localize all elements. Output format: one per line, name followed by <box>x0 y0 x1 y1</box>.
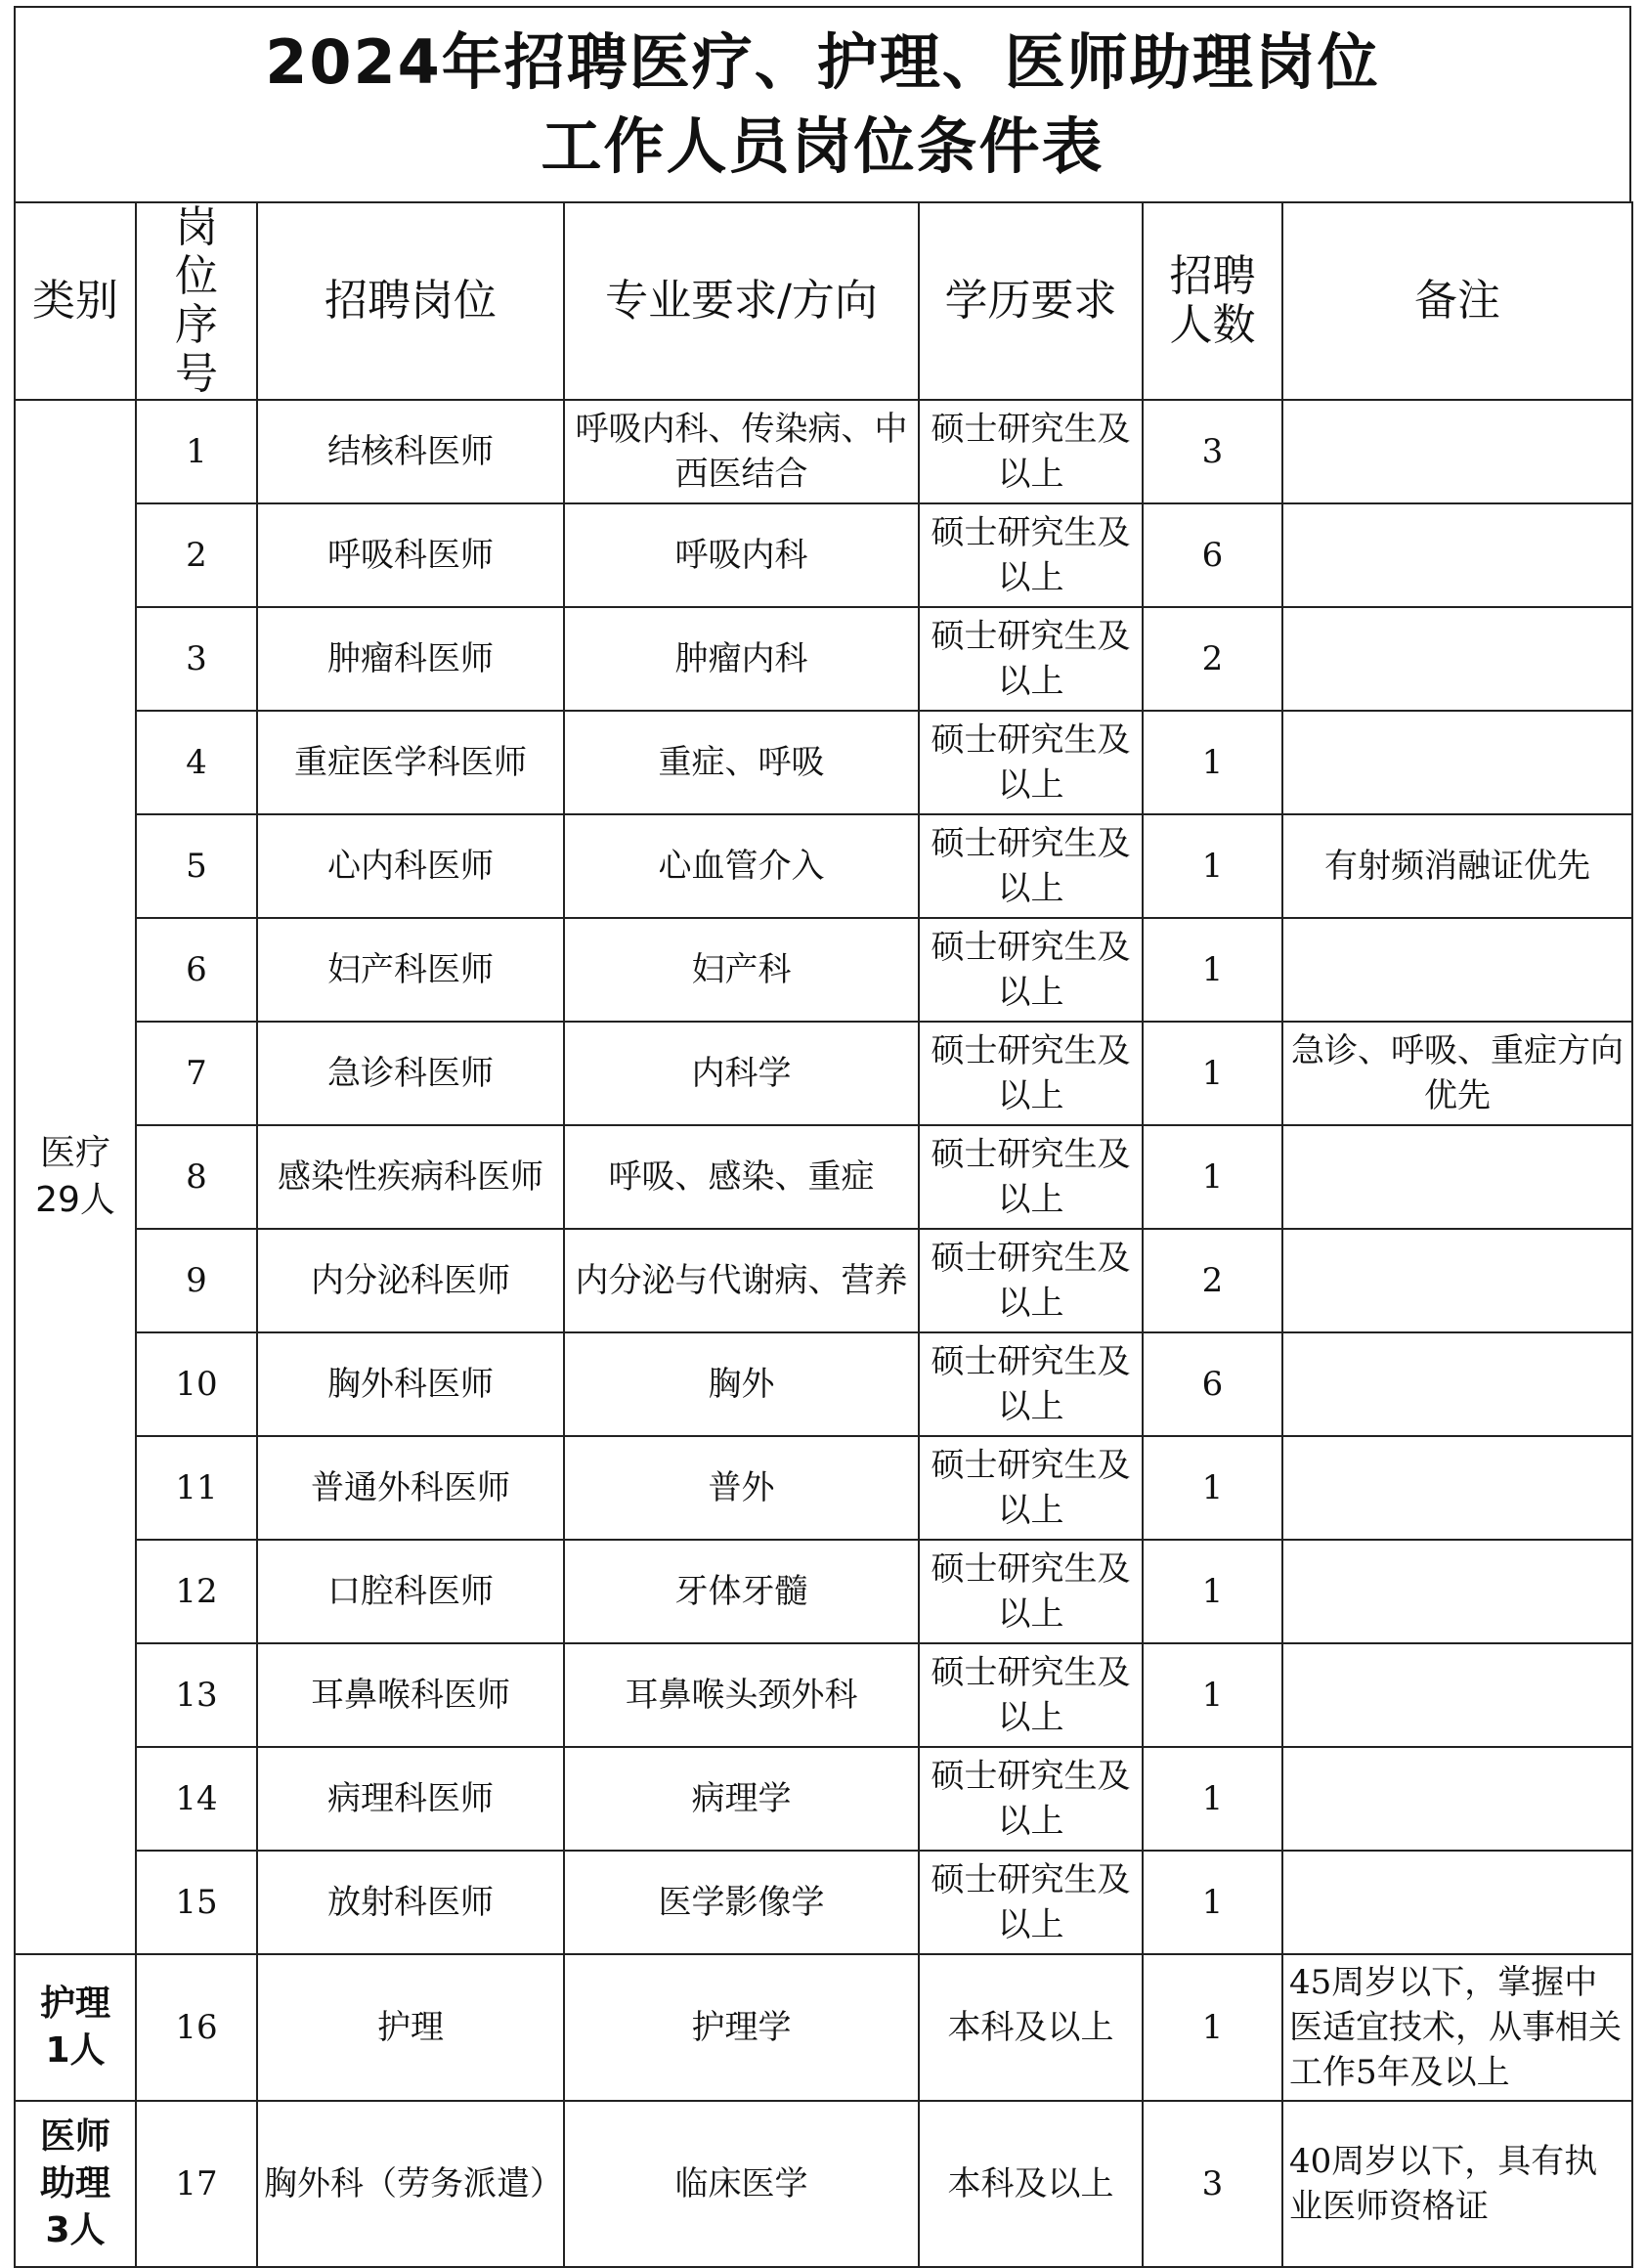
cell-count: 1 <box>1143 1954 1282 2101</box>
cell-seq: 4 <box>136 711 257 814</box>
table-row <box>15 1851 1632 1954</box>
cell-education: 硕士研究生及以上 <box>919 1643 1143 1747</box>
table-row <box>15 2101 1632 2267</box>
cell-education: 硕士研究生及以上 <box>919 1540 1143 1643</box>
header-count: 招聘人数 <box>1143 202 1282 400</box>
cell-remark <box>1282 1643 1632 1747</box>
cell-major: 妇产科 <box>564 918 919 1022</box>
cell-post: 肿瘤科医师 <box>257 607 564 711</box>
table-row <box>15 503 1632 607</box>
cell-education: 硕士研究生及以上 <box>919 1332 1143 1436</box>
cell-education: 硕士研究生及以上 <box>919 1436 1143 1540</box>
cell-major: 牙体牙髓 <box>564 1540 919 1643</box>
cell-education: 硕士研究生及以上 <box>919 607 1143 711</box>
table-row <box>15 1540 1632 1643</box>
cell-post: 急诊科医师 <box>257 1022 564 1125</box>
title-block <box>14 6 1631 201</box>
cell-major: 医学影像学 <box>564 1851 919 1954</box>
cell-major: 病理学 <box>564 1747 919 1851</box>
cell-education: 硕士研究生及以上 <box>919 1125 1143 1229</box>
table-row <box>15 1643 1632 1747</box>
category-cell-assistant: 医师助理3人 <box>15 2101 136 2267</box>
cell-remark <box>1282 1540 1632 1643</box>
cell-post: 重症医学科医师 <box>257 711 564 814</box>
positions-table <box>14 201 1633 2268</box>
cell-count: 3 <box>1143 400 1282 503</box>
category-cell-nursing: 护理1人 <box>15 1954 136 2101</box>
cell-remark: 40周岁以下，具有执业医师资格证 <box>1282 2101 1632 2267</box>
cell-seq: 9 <box>136 1229 257 1332</box>
cell-count: 1 <box>1143 1436 1282 1540</box>
cell-major: 肿瘤内科 <box>564 607 919 711</box>
cell-major: 心血管介入 <box>564 814 919 918</box>
cell-count: 1 <box>1143 918 1282 1022</box>
cell-seq: 8 <box>136 1125 257 1229</box>
cell-remark <box>1282 1436 1632 1540</box>
header-category: 类别 <box>15 202 136 400</box>
cell-count: 6 <box>1143 1332 1282 1436</box>
cell-remark <box>1282 607 1632 711</box>
cell-remark: 45周岁以下，掌握中医适宜技术，从事相关工作5年及以上 <box>1282 1954 1632 2101</box>
cell-seq: 17 <box>136 2101 257 2267</box>
cell-count: 2 <box>1143 607 1282 711</box>
category-cell-medical: 医疗29人 <box>15 400 136 1954</box>
cell-remark <box>1282 1851 1632 1954</box>
cell-seq: 5 <box>136 814 257 918</box>
table-row <box>15 814 1632 918</box>
cell-post: 呼吸科医师 <box>257 503 564 607</box>
title-line-2: 工作人员岗位条件表 <box>541 110 1105 182</box>
cell-major: 内分泌与代谢病、营养 <box>564 1229 919 1332</box>
cell-post: 病理科医师 <box>257 1747 564 1851</box>
cell-seq: 12 <box>136 1540 257 1643</box>
cell-remark <box>1282 400 1632 503</box>
header-major: 专业要求/方向 <box>564 202 919 400</box>
cell-major: 内科学 <box>564 1022 919 1125</box>
cell-seq: 7 <box>136 1022 257 1125</box>
table-row <box>15 1229 1632 1332</box>
cell-post: 感染性疾病科医师 <box>257 1125 564 1229</box>
cell-major: 临床医学 <box>564 2101 919 2267</box>
cell-seq: 11 <box>136 1436 257 1540</box>
cell-education: 硕士研究生及以上 <box>919 1229 1143 1332</box>
cell-major: 耳鼻喉头颈外科 <box>564 1643 919 1747</box>
cell-post: 结核科医师 <box>257 400 564 503</box>
header-remark: 备注 <box>1282 202 1632 400</box>
cell-remark <box>1282 1125 1632 1229</box>
table-row <box>15 1436 1632 1540</box>
cell-seq: 14 <box>136 1747 257 1851</box>
cell-post: 胸外科（劳务派遣） <box>257 2101 564 2267</box>
cell-seq: 3 <box>136 607 257 711</box>
cell-post: 放射科医师 <box>257 1851 564 1954</box>
cell-seq: 15 <box>136 1851 257 1954</box>
cell-education: 硕士研究生及以上 <box>919 503 1143 607</box>
cell-education: 本科及以上 <box>919 2101 1143 2267</box>
cell-remark <box>1282 1747 1632 1851</box>
cell-seq: 6 <box>136 918 257 1022</box>
cell-count: 1 <box>1143 1747 1282 1851</box>
cell-seq: 1 <box>136 400 257 503</box>
cell-post: 口腔科医师 <box>257 1540 564 1643</box>
cell-count: 1 <box>1143 1643 1282 1747</box>
cell-post: 耳鼻喉科医师 <box>257 1643 564 1747</box>
cell-major: 呼吸、感染、重症 <box>564 1125 919 1229</box>
cell-major: 普外 <box>564 1436 919 1540</box>
table-row <box>15 918 1632 1022</box>
cell-seq: 13 <box>136 1643 257 1747</box>
cell-major: 呼吸内科、传染病、中西医结合 <box>564 400 919 503</box>
cell-post: 内分泌科医师 <box>257 1229 564 1332</box>
cell-count: 2 <box>1143 1229 1282 1332</box>
cell-count: 1 <box>1143 1851 1282 1954</box>
cell-count: 1 <box>1143 1022 1282 1125</box>
cell-remark: 有射频消融证优先 <box>1282 814 1632 918</box>
cell-major: 护理学 <box>564 1954 919 2101</box>
cell-count: 3 <box>1143 2101 1282 2267</box>
cell-major: 呼吸内科 <box>564 503 919 607</box>
cell-remark: 急诊、呼吸、重症方向优先 <box>1282 1022 1632 1125</box>
header-row <box>15 202 1632 400</box>
header-post: 招聘岗位 <box>257 202 564 400</box>
cell-education: 本科及以上 <box>919 1954 1143 2101</box>
cell-post: 妇产科医师 <box>257 918 564 1022</box>
cell-count: 1 <box>1143 1540 1282 1643</box>
table-row <box>15 1332 1632 1436</box>
cell-count: 1 <box>1143 1125 1282 1229</box>
cell-post: 心内科医师 <box>257 814 564 918</box>
cell-count: 1 <box>1143 814 1282 918</box>
cell-seq: 16 <box>136 1954 257 2101</box>
title-line-1: 2024年招聘医疗、护理、医师助理岗位 <box>265 26 1380 98</box>
document-sheet <box>14 6 1631 2250</box>
cell-remark <box>1282 711 1632 814</box>
cell-seq: 10 <box>136 1332 257 1436</box>
table-row <box>15 711 1632 814</box>
table-row <box>15 607 1632 711</box>
cell-education: 硕士研究生及以上 <box>919 711 1143 814</box>
cell-major: 胸外 <box>564 1332 919 1436</box>
table-row <box>15 400 1632 503</box>
cell-post: 普通外科医师 <box>257 1436 564 1540</box>
cell-education: 硕士研究生及以上 <box>919 400 1143 503</box>
cell-remark <box>1282 918 1632 1022</box>
table-row <box>15 1022 1632 1125</box>
table-row <box>15 1954 1632 2101</box>
table-row <box>15 1747 1632 1851</box>
cell-count: 1 <box>1143 711 1282 814</box>
cell-remark <box>1282 503 1632 607</box>
header-education: 学历要求 <box>919 202 1143 400</box>
cell-education: 硕士研究生及以上 <box>919 1851 1143 1954</box>
cell-education: 硕士研究生及以上 <box>919 1747 1143 1851</box>
cell-count: 6 <box>1143 503 1282 607</box>
cell-post: 护理 <box>257 1954 564 2101</box>
cell-education: 硕士研究生及以上 <box>919 814 1143 918</box>
cell-education: 硕士研究生及以上 <box>919 1022 1143 1125</box>
header-seq: 岗位序号 <box>136 202 257 400</box>
cell-seq: 2 <box>136 503 257 607</box>
cell-post: 胸外科医师 <box>257 1332 564 1436</box>
table-row <box>15 1125 1632 1229</box>
cell-education: 硕士研究生及以上 <box>919 918 1143 1022</box>
cell-remark <box>1282 1229 1632 1332</box>
cell-remark <box>1282 1332 1632 1436</box>
cell-major: 重症、呼吸 <box>564 711 919 814</box>
